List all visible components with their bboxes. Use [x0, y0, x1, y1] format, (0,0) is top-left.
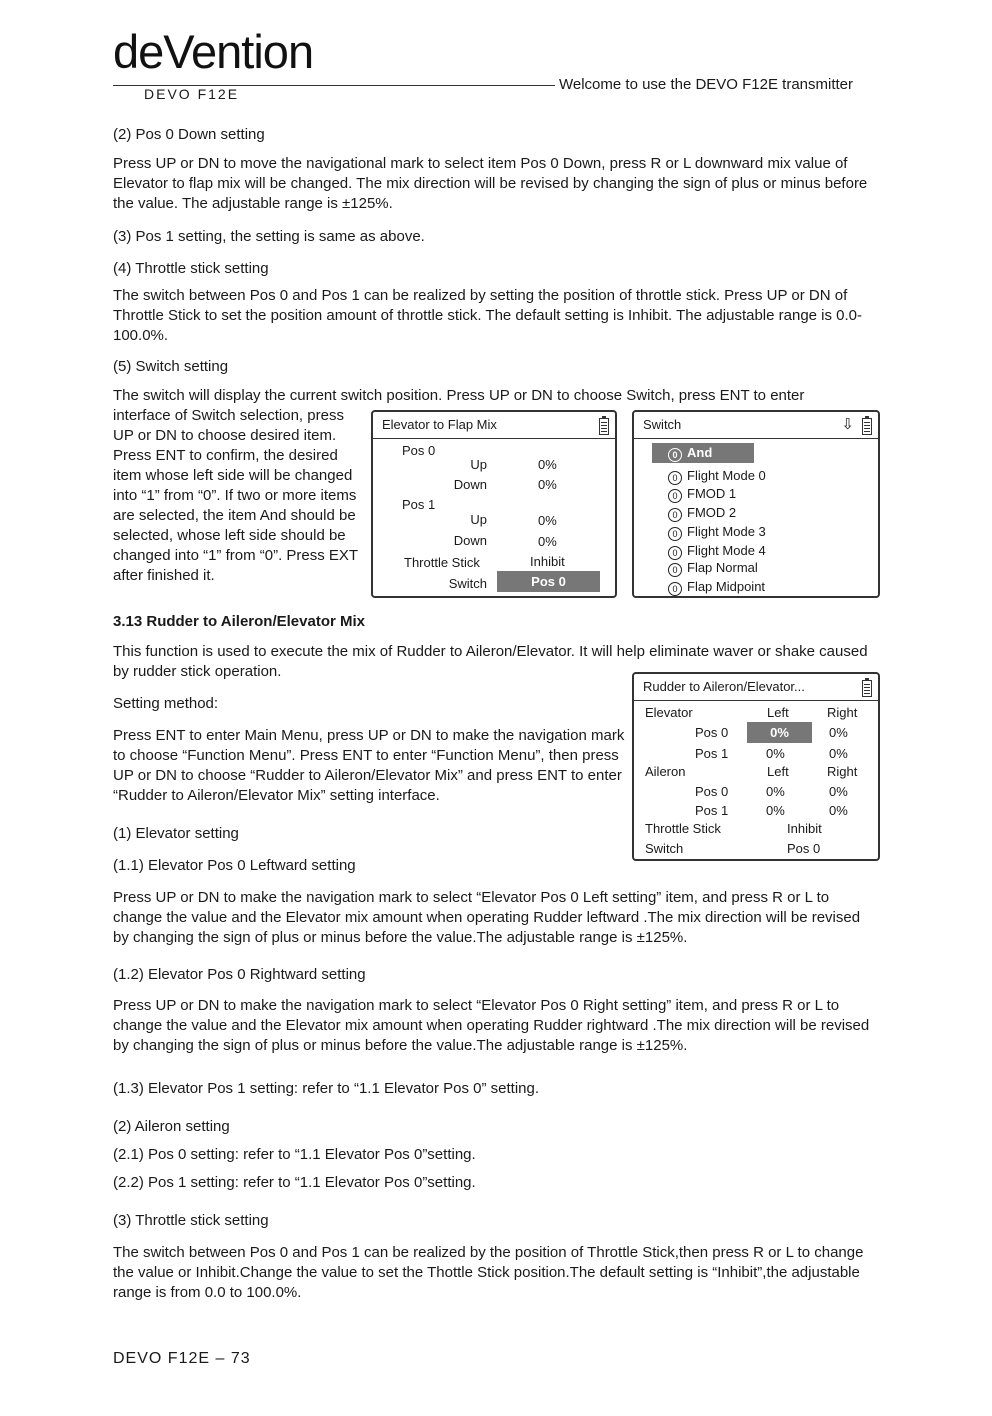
circle-zero-icon: 0	[668, 582, 682, 596]
heading-elevator: (1) Elevator setting	[113, 825, 239, 842]
paragraph-section-intro: This function is used to execute the mix of Rudder to Aileron/Elevator. It will help eliminate waver or shake caused by rudder stick operation.	[113, 643, 868, 680]
circle-zero-icon: 0	[668, 471, 682, 485]
lcd-left-header: Left	[767, 705, 789, 720]
lcd-down1-label: Down	[453, 533, 487, 548]
lcd-ail-pos0-left[interactable]: 0%	[766, 784, 785, 799]
lcd-down1-value[interactable]: 0%	[538, 534, 557, 549]
circle-zero-icon: 0	[668, 508, 682, 522]
lcd-throttle-label: Throttle Stick	[645, 821, 721, 836]
paragraph-elevator-left: Press UP or DN to make the navigation mark to select “Elevator Pos 0 Left setting” item, and press R or L to change the value and the Elevator mix amount when operating Rudder leftward .The mix direction will be revised by changing the sign of plus or minus before the value.The adjustable range is ±125%.	[113, 889, 861, 946]
heading-elevator-left: (1.1) Elevator Pos 0 Leftward setting	[113, 857, 356, 874]
lcd-switch-selection	[632, 410, 880, 598]
lcd-elevator-flap-mix	[371, 410, 617, 598]
lcd-elev-pos1-right[interactable]: 0%	[829, 746, 848, 761]
lcd-title-bar	[634, 674, 878, 701]
battery-icon	[599, 418, 609, 435]
header-welcome: Welcome to use the DEVO F12E transmitter	[559, 76, 854, 93]
page-number: DEVO F12E – 73	[113, 1350, 251, 1367]
lcd-title: Rudder to Aileron/Elevator...	[643, 679, 805, 694]
brand-logo: deVention	[113, 25, 314, 78]
section-title: 3.13 Rudder to Aileron/Elevator Mix	[113, 613, 366, 630]
lcd-right-header: Right	[827, 705, 858, 720]
lcd-rudder-aileron-elevator	[632, 672, 880, 861]
switch-item-and-selected[interactable]	[652, 443, 754, 463]
battery-icon	[862, 680, 872, 697]
paragraph-elevator-right: Press UP or DN to make the navigation mark to select “Elevator Pos 0 Right setting” item, and press R or L to change the value and the Elevator mix amount when operating Rudder rightward .The mix direction will be revised by changing the sign of plus or minus before the value.The adjustable range is ±125%.	[113, 997, 870, 1054]
switch-item[interactable]: 0 Flight Mode 3	[668, 524, 766, 541]
switch-item-label: And	[687, 445, 713, 460]
lcd-title-bar	[634, 412, 878, 439]
lcd-up1-label: Up	[470, 512, 487, 527]
heading-pos1: (3) Pos 1 setting, the setting is same as above.	[113, 228, 425, 245]
switch-item[interactable]: 0 FMOD 2	[668, 505, 736, 522]
lcd-switch-value-selected[interactable]: Pos 0	[497, 571, 600, 592]
paragraph-throttle: The switch between Pos 0 and Pos 1 can be realized by setting the position of throttle stick. Press UP or DN of Throttle Stick to set the position amount of throttle stick. The default setting is Inhibit. The adjustable range is 0.0-100.0%.	[113, 287, 863, 344]
lcd-aileron-right-header: Right	[827, 764, 858, 779]
circle-zero-icon: 0	[668, 527, 682, 541]
lcd-elev-pos0-right[interactable]: 0%	[829, 725, 848, 740]
lcd-title: Switch	[643, 417, 682, 432]
paragraph-switch-body: interface of Switch selection, press UP or DN to choose desired item. Press ENT to confirm, the desired item whose left side will be changed into “1” from “0”. If two or more items are selected, the item And should be selected, whose left side should be changed into “1” from “0”. Press EXT after finished it.	[113, 407, 358, 584]
lcd-ail-pos0-right[interactable]: 0%	[829, 784, 848, 799]
lcd-pos0: Pos 0	[402, 443, 436, 458]
heading-pos0-down: (2) Pos 0 Down setting	[113, 126, 265, 143]
switch-item[interactable]: 0 FMOD 1	[668, 486, 736, 503]
switch-item[interactable]: 0 Flap Normal	[668, 560, 758, 577]
lcd-ail-pos0: Pos 0	[695, 784, 729, 799]
circle-zero-icon: 0	[668, 563, 682, 577]
circle-zero-icon: 0	[668, 448, 682, 462]
lcd-elevator-label: Elevator	[645, 705, 693, 720]
lcd-elev-pos1-left[interactable]: 0%	[766, 746, 785, 761]
lcd-up-value[interactable]: 0%	[538, 457, 557, 472]
heading-switch: (5) Switch setting	[113, 358, 229, 375]
model-name: DEVO F12E	[144, 86, 240, 102]
lcd-ail-pos1-left[interactable]: 0%	[766, 803, 785, 818]
heading-elevator-right: (1.2) Elevator Pos 0 Rightward setting	[113, 966, 366, 983]
lcd-switch-label: Switch	[645, 841, 684, 856]
lcd-elev-pos0-left-selected[interactable]: 0%	[747, 722, 812, 743]
lcd-aileron-left-header: Left	[767, 764, 789, 779]
lcd-up1-value[interactable]: 0%	[538, 513, 557, 528]
paragraph-pos0-down: Press UP or DN to move the navigational mark to select item Pos 0 Down, press R or L downward mix value of Elevator to flap mix will be changed. The mix direction will be revised by changing the sign of plus or minus before the value. The adjustable range is ±125%.	[113, 155, 868, 212]
lcd-throttle-value[interactable]: Inhibit	[787, 821, 822, 836]
switch-item[interactable]: 0 Flight Mode 0	[668, 468, 766, 485]
switch-item[interactable]: 0 Flight Mode 4	[668, 543, 766, 560]
lcd-pos1: Pos 1	[402, 497, 436, 512]
header-rule	[113, 85, 555, 86]
lcd-switch-value[interactable]: Pos 0	[787, 841, 821, 856]
paragraph-setting-method: Press ENT to enter Main Menu, press UP or DN to make the navigation mark to choose “Function Menu”. Press ENT to enter “Function Menu”, then press UP or DN to choose “Rudder to Aileron/Elevator Mix” and press ENT to enter “Rudder to Aileron/Elevator Mix” setting interface.	[113, 727, 625, 804]
lcd-throttle-label: Throttle Stick	[404, 555, 480, 570]
heading-setting-method: Setting method:	[113, 695, 219, 712]
lcd-title: Elevator to Flap Mix	[382, 417, 497, 432]
heading-aileron: (2) Aileron setting	[113, 1118, 230, 1135]
heading-throttle-2: (3) Throttle stick setting	[113, 1212, 269, 1229]
heading-aileron-pos1: (2.2) Pos 1 setting: refer to “1.1 Elevator Pos 0”setting.	[113, 1174, 476, 1191]
lcd-elev-pos0: Pos 0	[695, 725, 729, 740]
heading-elevator-pos1: (1.3) Elevator Pos 1 setting: refer to “1.1 Elevator Pos 0” setting.	[113, 1080, 540, 1097]
lcd-throttle-value[interactable]: Inhibit	[530, 554, 565, 569]
heading-aileron-pos0: (2.1) Pos 0 setting: refer to “1.1 Elevator Pos 0”setting.	[113, 1146, 476, 1163]
lcd-down-label: Down	[453, 477, 487, 492]
battery-icon	[862, 418, 872, 435]
down-arrow-icon: ⇩	[841, 416, 854, 433]
lcd-ail-pos1-right[interactable]: 0%	[829, 803, 848, 818]
lcd-aileron-label: Aileron	[645, 764, 686, 779]
lcd-up-label: Up	[470, 457, 487, 472]
paragraph-switch-intro: The switch will display the current switch position. Press UP or DN to choose Switch, press ENT to enter	[113, 387, 805, 404]
circle-zero-icon: 0	[668, 546, 682, 560]
switch-item[interactable]: 0 Flap Midpoint	[668, 579, 765, 596]
lcd-ail-pos1: Pos 1	[695, 803, 729, 818]
lcd-title-bar	[373, 412, 615, 439]
lcd-elev-pos1: Pos 1	[695, 746, 729, 761]
paragraph-throttle-2: The switch between Pos 0 and Pos 1 can be realized by the position of Throttle Stick,then press R or L to change the value or Inhibit.Change the value to set the Thottle Stick position.The default setting is “Inhibit”,the adjustable range is from 0.0 to 100.0%.	[113, 1244, 864, 1301]
circle-zero-icon: 0	[668, 489, 682, 503]
heading-throttle: (4) Throttle stick setting	[113, 260, 269, 277]
lcd-down-value[interactable]: 0%	[538, 477, 557, 492]
lcd-switch-label: Switch	[448, 576, 487, 591]
